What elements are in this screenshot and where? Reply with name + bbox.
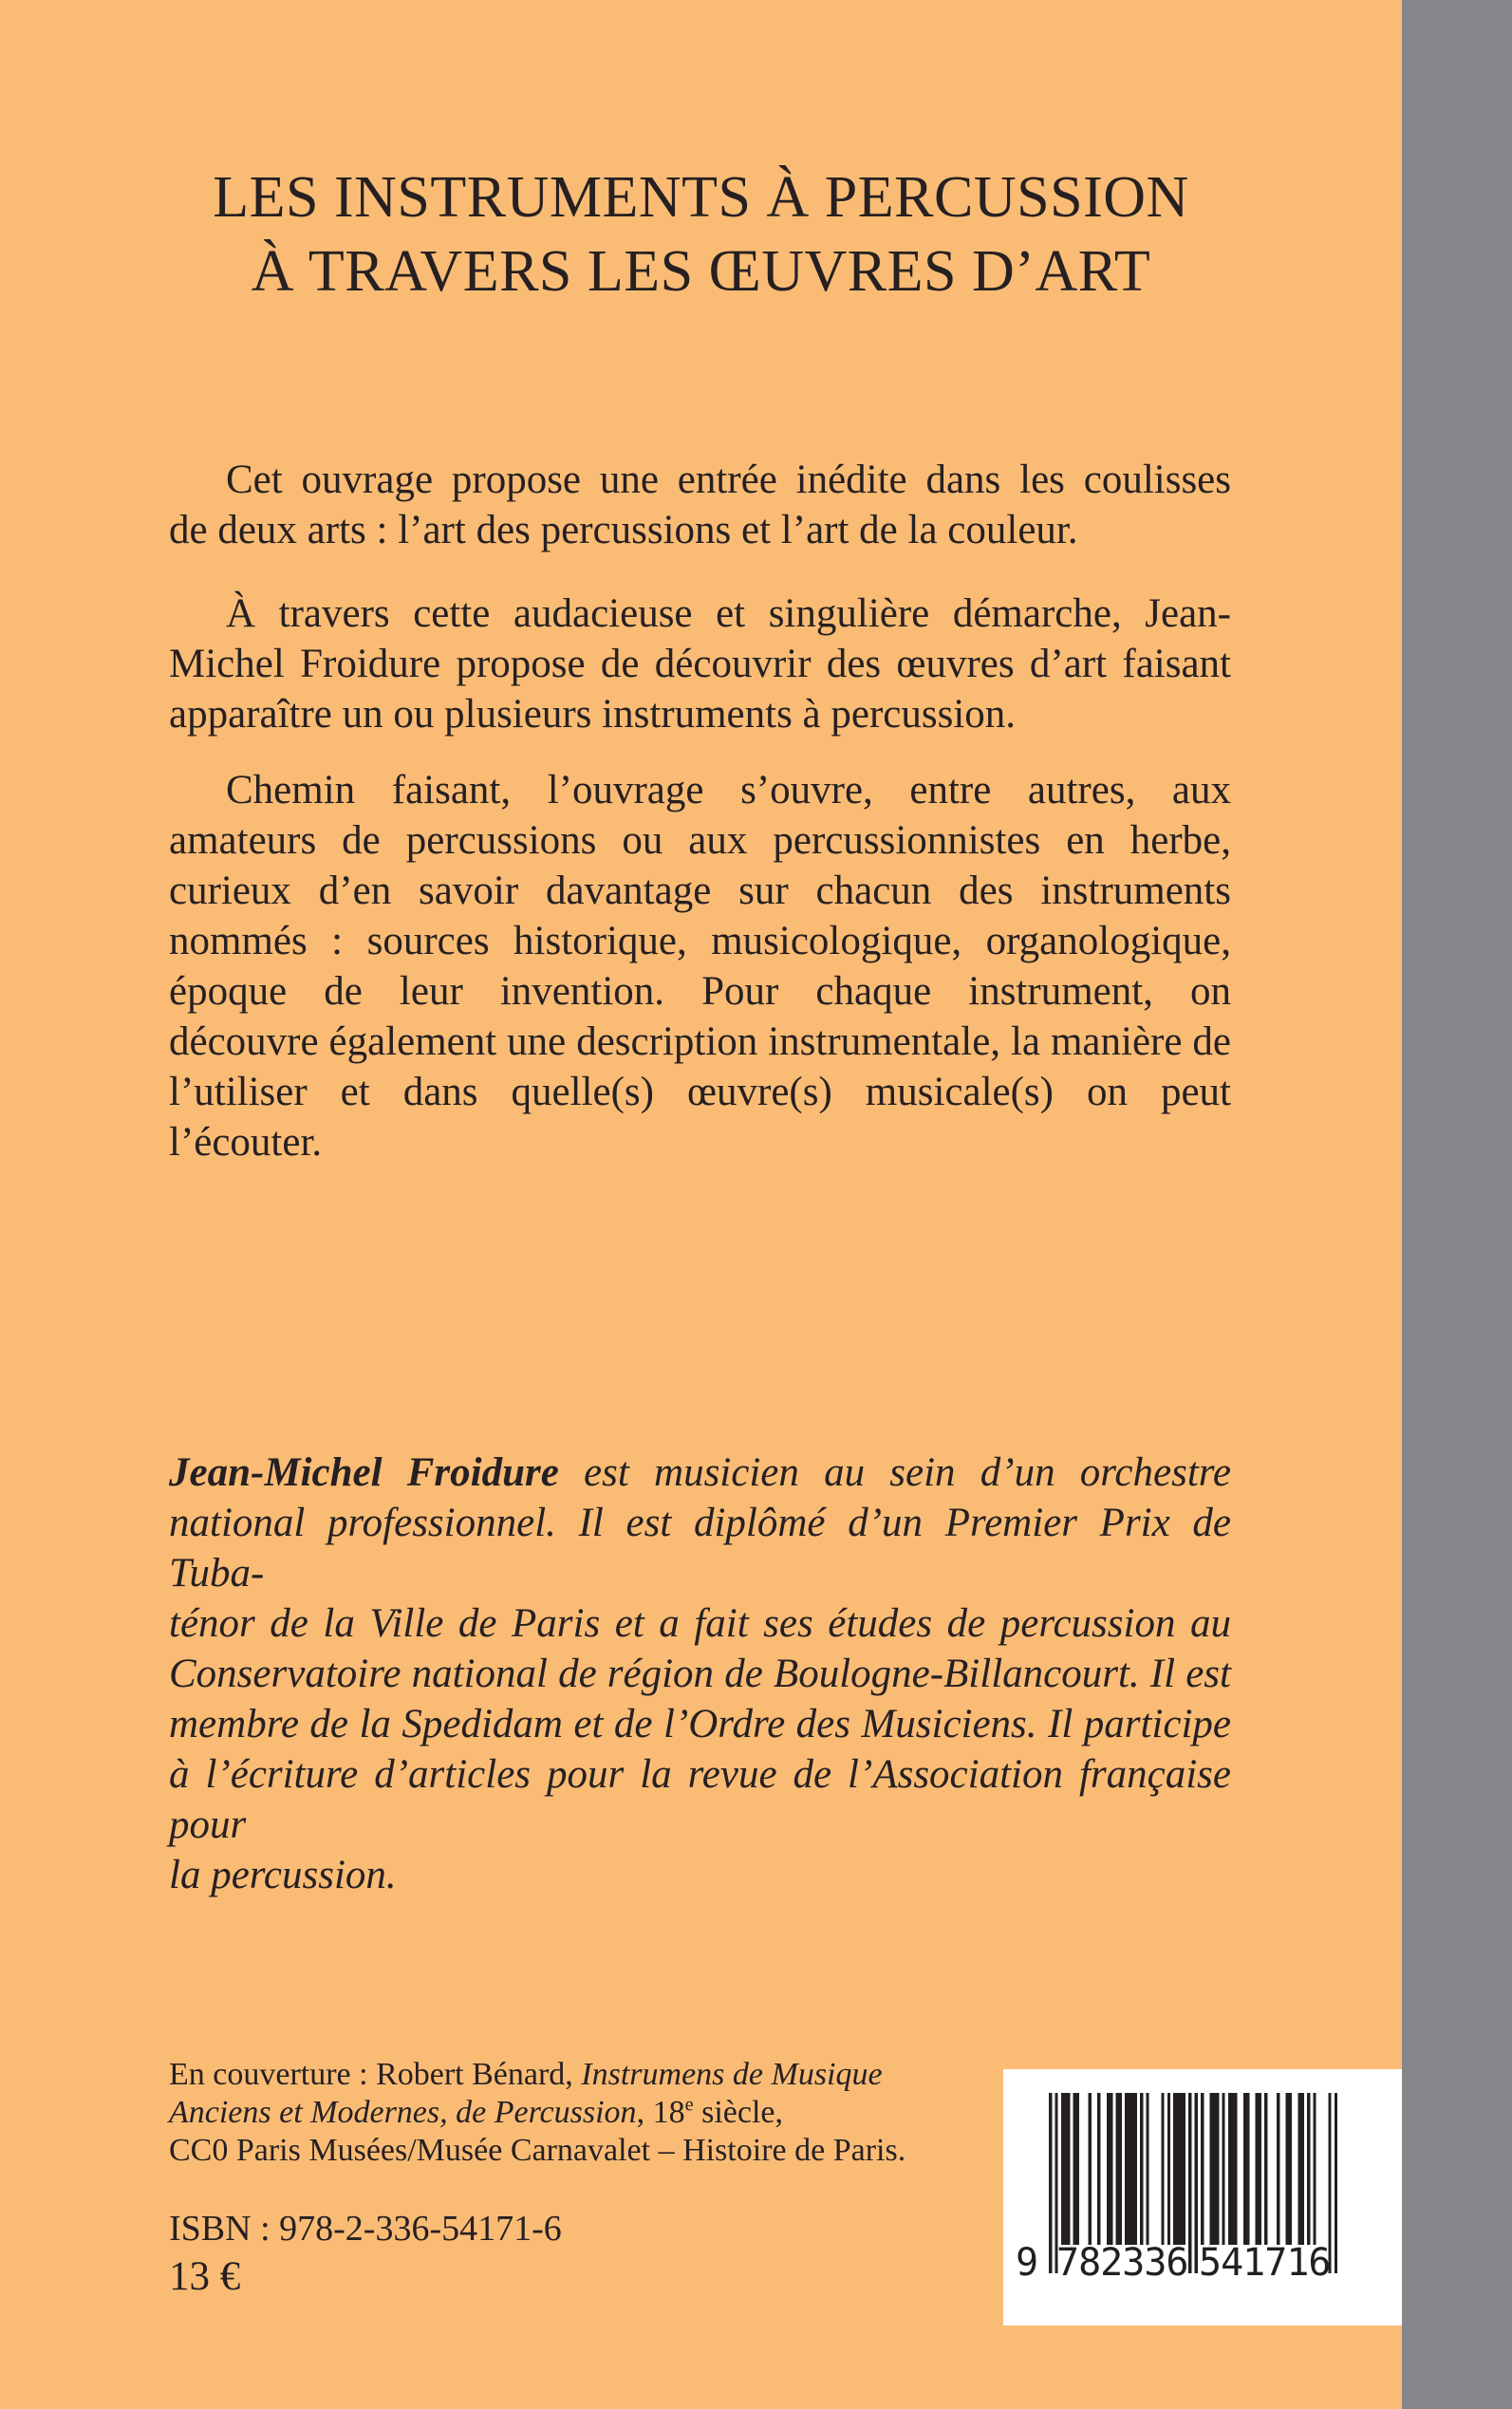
book-title-line2: À TRAVERS LES ŒUVRES D’ART [251, 239, 1151, 304]
text-line: national professionnel. Il est diplômé d’un Premier Prix de Tuba- [169, 1501, 1231, 1596]
credit-roman: siècle, [693, 2095, 784, 2130]
credit-superscript: e [684, 2094, 694, 2116]
barcode-digits-left: 782336 [1056, 2241, 1188, 2285]
text-line: amateurs de percussions ou aux percussionnistes en herbe, [169, 818, 1231, 863]
barcode-digits-right: 541716 [1199, 2241, 1331, 2285]
text-line: ténor de la Ville de Paris et a fait ses études de percussion au [169, 1601, 1231, 1646]
synopsis-paragraph-1 [169, 455, 1231, 555]
text-line: de deux arts : l’art des percussions et l’art de la couleur. [169, 508, 1078, 552]
author-name: Jean-Michel Froidure [169, 1450, 559, 1495]
text-line: À travers cette audacieuse et singulière démarche, Jean- [226, 591, 1231, 636]
book-title-line1: LES INSTRUMENTS À PERCUSSION [213, 165, 1189, 230]
book-title [0, 160, 1402, 308]
credit-roman: En couverture : Robert Bénard, [169, 2057, 582, 2092]
text-line: Michel Froidure propose de découvrir des œuvres d’art faisant [169, 642, 1231, 686]
credit-roman: , 18 [636, 2095, 685, 2130]
text-line: apparaître un ou plusieurs instruments à percussion. [169, 692, 1017, 737]
bio-rest-lines [169, 1498, 1231, 1900]
credit-line-3: CC0 Paris Musées/Musée Carnavalet – Histoire de Paris. [169, 2133, 906, 2168]
spine-stripe [1402, 0, 1512, 2409]
text-line: Chemin faisant, l’ouvrage s’ouvre, entre autres, aux [226, 768, 1231, 812]
synopsis-paragraph-3 [169, 765, 1231, 1167]
text-line: Cet ouvrage propose une entrée inédite dans les coulisses [226, 458, 1231, 502]
author-bio [169, 1447, 1231, 1900]
text-line: époque de leur invention. Pour chaque instrument, on [169, 969, 1231, 1014]
text-line: à l’écriture d’articles pour la revue de l’Association française pour [169, 1752, 1231, 1847]
bio-first-line-rest: est musicien au sein d’un orchestre [558, 1450, 1231, 1495]
text-line: nommés : sources historique, musicologique, organologique, [169, 919, 1231, 963]
credit-artwork-title: Instrumens de Musique [581, 2057, 883, 2092]
text-line: curieux d’en savoir davantage sur chacun des instruments [169, 868, 1231, 913]
text-line: Conservatoire national de région de Boulogne-Billancourt. Il est [169, 1652, 1231, 1696]
text-line: découvre également une description instrumentale, la manière de [169, 1019, 1231, 1064]
barcode [1003, 2069, 1402, 2325]
text-line: la percussion. [169, 1853, 397, 1897]
isbn-number: ISBN : 978-2-336-54171-6 [169, 2209, 562, 2249]
credit-artwork-title: Anciens et Modernes, de Percussion [169, 2095, 637, 2130]
barcode-digit-first: 9 [1016, 2241, 1038, 2285]
text-line: membre de la Spedidam et de l’Ordre des Musiciens. Il participe [169, 1702, 1231, 1746]
bio-first-line [169, 1447, 1231, 1498]
text-line: l’utiliser et dans quelle(s) œuvre(s) musicale(s) on peut l’écouter. [169, 1070, 1231, 1165]
synopsis-paragraph-2 [169, 588, 1231, 739]
price-label: 13 € [169, 2254, 241, 2299]
